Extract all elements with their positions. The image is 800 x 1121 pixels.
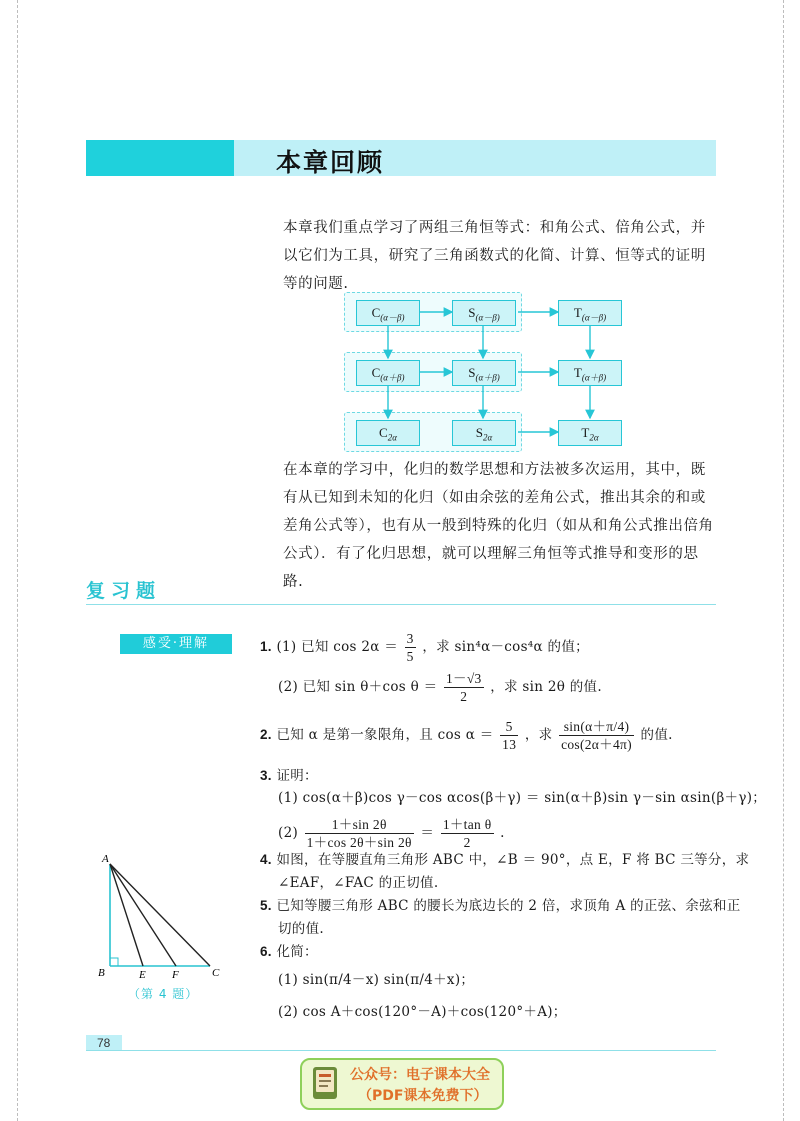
section-tag: 感受·理解	[120, 634, 232, 654]
stamp-line-1: 公众号：电子课本大全	[350, 1067, 490, 1083]
section-divider	[86, 604, 716, 605]
question-1-part-1: 1. (1) 已知 cos 2α ＝ $\frac{3}{5}$ ，求 sin⁴α－cos⁴α 的值；	[260, 631, 589, 664]
summary-paragraph	[253, 456, 716, 596]
box-c-sum: $C_{(\alpha+\beta)}$	[356, 360, 420, 386]
question-1-part-2: (2) 已知 sin θ＋cos θ ＝ $\frac{1-√3}{2}$ ，求 sin 2θ 的值.	[278, 671, 602, 704]
question-number: 1.	[260, 639, 272, 654]
box-s-sum: $S_{(\alpha+\beta)}$	[452, 360, 516, 386]
fraction: $\frac{1-√3}{2}$	[446, 671, 482, 704]
question-number: 5.	[260, 898, 272, 913]
chapter-banner	[86, 140, 716, 176]
label-c: C	[212, 967, 220, 979]
question-4-line-1: 4. 如图，在等腰直角三角形 ABC 中，∠B ＝ 90°，点 E，F 将 BC 三等分，求	[260, 852, 750, 868]
book-icon	[312, 1066, 338, 1100]
box-c-diff: $C_{(\alpha-\beta)}$	[356, 300, 420, 326]
segment-af	[110, 864, 176, 966]
fraction: $\frac{5}{13}$	[502, 719, 517, 752]
page-number: 78	[97, 1036, 111, 1050]
question-5-line-2: 切的值.	[278, 921, 324, 937]
fraction: $\frac{1+\sin 2\theta}{1+\cos 2\theta+\sin 2\theta}$	[306, 817, 412, 850]
banner-accent	[86, 140, 234, 176]
question-2: 2. 已知 α 是第一象限角，且 cos α ＝ $\frac{5}{13}$ ，求 $\frac{\sin(\alpha+\pi/4)}{\cos(2\alpha+4\pi)}$ 的值.	[260, 719, 673, 752]
fraction: $\frac{\sin(\alpha+\pi/4)}{\cos(2\alpha+4\pi)}$	[561, 719, 632, 752]
right-margin-guide	[783, 0, 784, 1121]
label-a: A	[102, 853, 109, 865]
label-e: E	[139, 969, 146, 981]
box-c-double: $C_{2\alpha}$	[356, 420, 420, 446]
footer-divider	[86, 1050, 716, 1051]
label-b: B	[98, 967, 105, 979]
label-f: F	[172, 969, 179, 981]
right-angle-mark	[110, 958, 118, 966]
box-s-diff: $S_{(\alpha-\beta)}$	[452, 300, 516, 326]
side-ac	[110, 864, 210, 966]
question-3-part-1: (1) cos(α＋β)cos γ－cos αcos(β＋γ) ＝ sin(α＋β)sin γ－sin αsin(β＋γ)；	[278, 790, 767, 806]
box-t-diff: $T_{(\alpha-\beta)}$	[558, 300, 622, 326]
intro-text: 本章我们重点学习了两组三角恒等式：和角公式、倍角公式，并以它们为工具，研究了三角函数式的化简、计算、恒等式的证明等的问题.	[283, 220, 706, 292]
question-5-line-1: 5. 已知等腰三角形 ABC 的腰长为底边长的 2 倍，求顶角 A 的正弦、余弦和正	[260, 898, 741, 914]
triangle-figure	[96, 850, 236, 990]
intro-paragraph	[253, 214, 716, 298]
question-6-part-1: (1) sin(π/4－x) sin(π/4＋x)；	[278, 972, 475, 988]
fraction: $\frac{\text{1＋tan θ}}{2}$	[442, 817, 492, 850]
left-margin-guide	[17, 0, 18, 1121]
question-4-line-2: ∠EAF，∠FAC 的正切值.	[278, 875, 439, 891]
summary-text: 在本章的学习中，化归的数学思想和方法被多次运用，其中，既有从已知到未知的化归（如由余弦的差角公式，推出其余的和或差角公式等），也有从一般到特殊的化归（如从和角公式推出倍角公式）．有了化归思想，就可以理解三角恒等式推导和变形的思路.	[283, 462, 714, 590]
question-number: 6.	[260, 944, 272, 959]
box-t-double: $T_{2\alpha}$	[558, 420, 622, 446]
box-t-sum: $T_{(\alpha+\beta)}$	[558, 360, 622, 386]
watermark-stamp	[300, 1058, 504, 1110]
stamp-line-2: （PDF课本免费下）	[358, 1088, 488, 1104]
formula-flow-diagram	[340, 292, 640, 452]
figure-caption: （第 4 题）	[128, 987, 199, 1001]
question-number: 3.	[260, 768, 272, 783]
question-number: 4.	[260, 852, 272, 867]
question-6-label: 6. 化简：	[260, 944, 318, 960]
chapter-title: 本章回顾	[276, 148, 385, 177]
question-3-part-2: (2) $\frac{1+\sin 2\theta}{1+\cos 2\theta+\sin 2\theta}$ ＝ $\frac{\text{1＋tan θ}}{2}$ .	[278, 817, 505, 850]
question-6-part-2: (2) cos A＋cos(120°－A)＋cos(120°＋A)；	[278, 1004, 567, 1020]
question-number: 2.	[260, 727, 272, 742]
segment-ae	[110, 864, 143, 966]
question-3-label: 3. 证明：	[260, 768, 318, 784]
box-s-double: $S_{2\alpha}$	[452, 420, 516, 446]
section-title: 复习题	[86, 580, 162, 602]
fraction: $\frac{3}{5}$	[406, 631, 414, 664]
